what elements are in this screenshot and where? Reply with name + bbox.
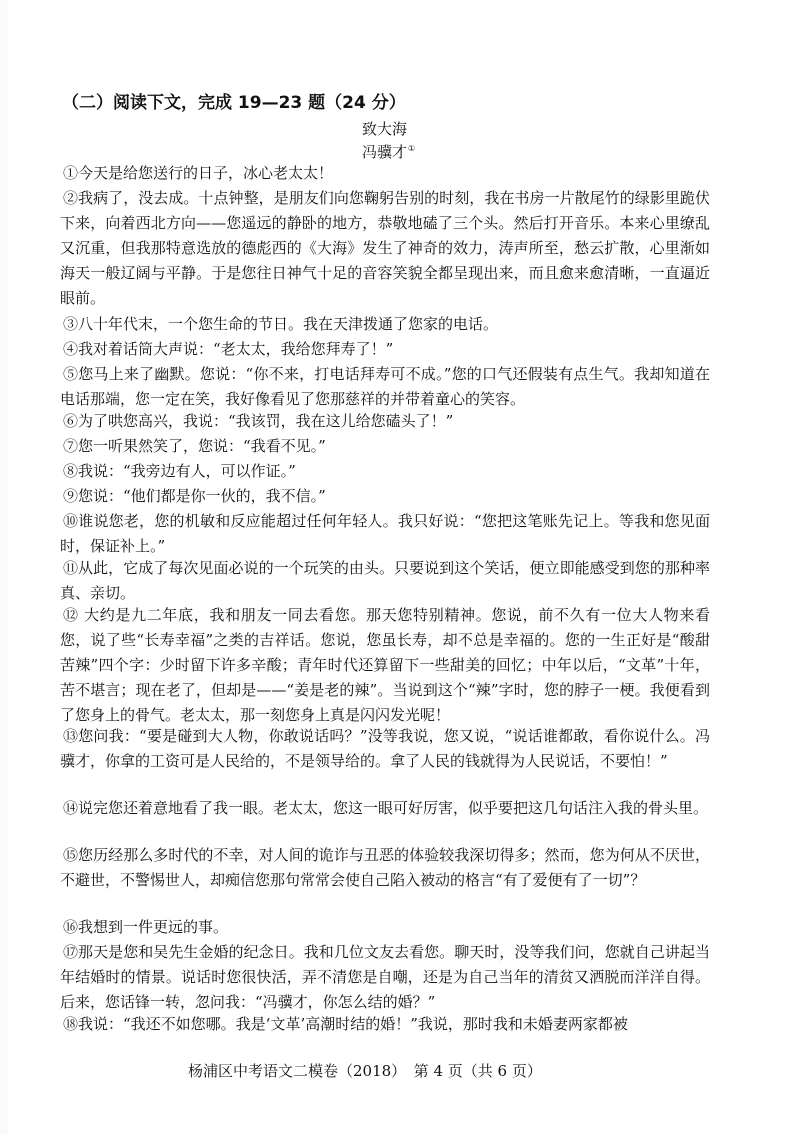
paragraph-17: ⑰那天是您和吴先生金婚的纪念日。我和几位文友去看您。聊天时，没等我们问，您就自己讲起当年结婚时的情景。说话时您很快活，弄不清您是自嘲，还是为自己当年的清贫又洒脱而洋洋自得。后来，您话锋一转，忽问我：“冯骥才，你怎么结的婚？” [60,943,710,1011]
article-author [362,141,415,162]
paragraph-1: ①今天是给您送行的日子，冰心老太太！ [63,164,334,182]
article-title: 致大海 [362,120,408,138]
paragraph-13: ⑬您问我：“要是碰到大人物，你敢说话吗？”没等我说，您又说，“说话谁都敢，看你说什么。冯骥才，你拿的工资可是人民给的，不是领导给的。拿了人民的钱就得为人民说话，不要怕！” [60,727,710,770]
paragraph-10: ⑩谁说您老，您的机敏和反应能超过任何年轻人。我只好说：“您把这笔账先记上。等我和您见面时，保证补上。” [60,512,710,555]
scan-edge [0,0,8,1135]
section-heading: （二）阅读下文，完成 19—23 题（24 分） [62,93,406,113]
author-name: 冯骥才 [362,143,408,161]
paragraph-3: ③八十年代末，一个您生命的节日。我在天津拨通了您家的电话。 [63,315,499,333]
paragraph-18: ⑱我说：“我还不如您哪。我是‘文革’高潮时结的婚！”我说，那时我和未婚妻两家都被 [63,1015,628,1033]
paragraph-9: ⑨您说：“他们都是你一伙的，我不信。” [63,487,326,505]
paragraph-6: ⑥为了哄您高兴，我说：“我该罚，我在这儿给您磕头了！” [63,412,454,430]
paragraph-11: ⑪从此，它成了每次见面必说的一个玩笑的由头。只要说到这个笑话，便立即能感受到您的那种率真、亲切。 [60,559,710,602]
page-footer: 杨浦区中考语文二模卷（2018） 第 4 页（共 6 页） [188,1062,542,1080]
paragraph-7: ⑦您一听果然笑了，您说：“我看不见。” [63,437,326,455]
paragraph-5: ⑤您马上来了幽默。您说：“你不来，打电话拜寿可不成。”您的口气还假装有点生气。我却知道在电话那端，您一定在笑，我好像看见了您那慈祥的并带着童心的笑容。 [60,365,710,408]
author-footnote-marker: ① [408,144,416,153]
paragraph-14: ⑭说完您还着意地看了我一眼。老太太，您这一眼可好厉害，似乎要把这几句话注入我的骨头里。 [63,799,709,817]
paragraph-16: ⑯我想到一件更远的事。 [63,918,229,936]
paragraph-12: ⑫ 大约是九二年底，我和朋友一同去看您。那天您特别精神。您说，前不久有一位大人物来看您，说了些“长寿幸福”之类的吉祥话。您说，您虽长寿，却不总是幸福的。您的一生正好是“酸甜苦辣”四个字：少时留下许多辛酸；青年时代还算留下一些甜美的回忆；中年以后，“文革”十年，苦不堪言；现在老了，但却是——“姜是老的辣”。当说到这个“辣”字时，您的脖子一梗。我便看到了您身上的骨气。老太太，那一刻您身上真是闪闪发光呢！ [60,606,710,724]
paragraph-15: ⑮您历经那么多时代的不幸，对人间的诡诈与丑恶的体验较我深切得多；然而，您为何从不厌世，不避世，不警惕世人，却痴信您那句常常会使自己陷入被动的格言“有了爱便有了一切”？ [60,846,710,889]
paragraph-4: ④我对着话筒大声说：“老太太，我给您拜寿了！” [63,340,394,358]
paragraph-2: ②我病了，没去成。十点钟整，是朋友们向您鞠躬告别的时刻，我在书房一片散尾竹的绿影里跪伏下来，向着西北方向——您遥远的静卧的地方，恭敬地磕了三个头。然后打开音乐。本来心里缭乱又沉重，但我那特意选放的德彪西的《大海》发生了神奇的效力，涛声所至，愁云扩散，心里渐如海天一般辽阔与平静。于是您往日神气十足的音容笑貌全都呈现出来，而且愈来愈清晰，一直逼近眼前。 [60,189,710,307]
paragraph-8: ⑧我说：“我旁边有人，可以作证。” [63,462,296,480]
